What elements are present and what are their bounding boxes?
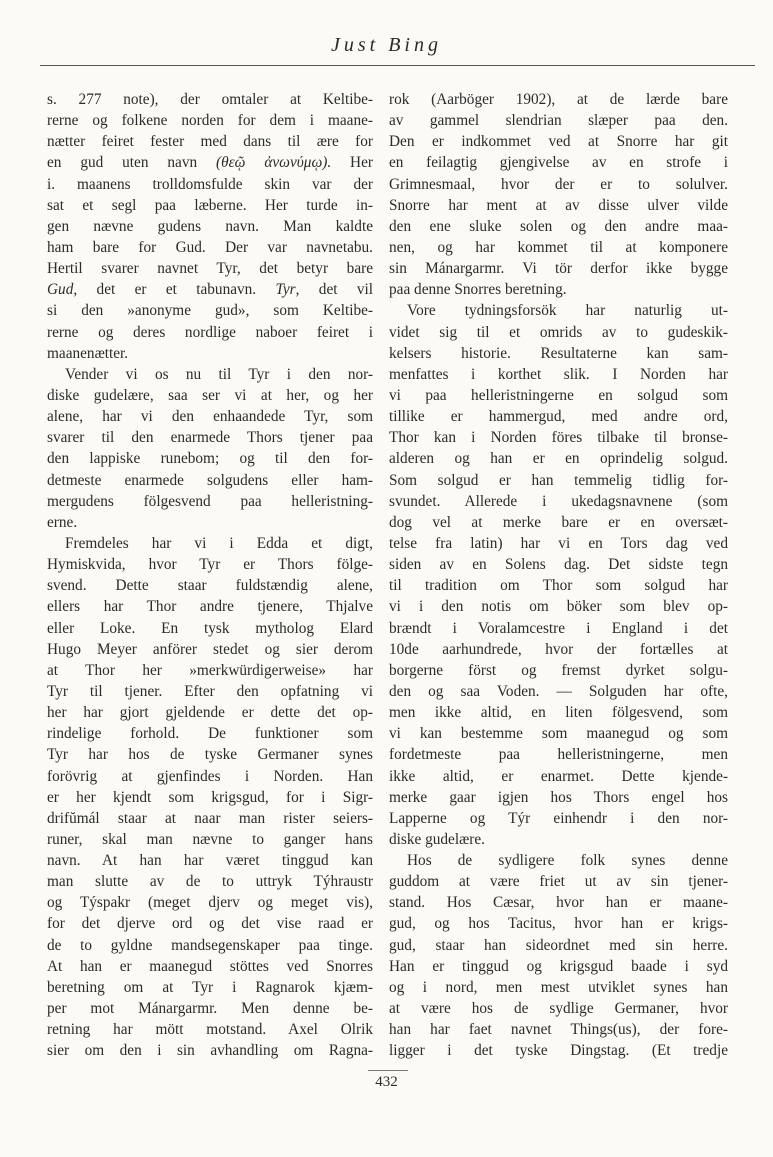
text-segment: borgerne först og fremst dyrket solgu- xyxy=(389,661,728,679)
text-line xyxy=(389,554,728,575)
text-segment: de to gyldne mandsegenskaper paa tinge. xyxy=(47,936,373,954)
text-line xyxy=(389,533,728,554)
text-segment: nen, og har kommet til at komponere xyxy=(389,238,728,256)
text-line xyxy=(389,1040,728,1061)
text-segment: den lappiske runebom; og til den for- xyxy=(47,450,373,468)
text-line xyxy=(47,956,373,977)
text-line xyxy=(389,596,728,617)
text-segment: fordetmeste paa helleristningerne, men xyxy=(389,746,728,764)
text-segment: ikke altid, er enarmet. Dette kjende- xyxy=(389,767,728,785)
text-segment: Hymiskvida, hvor Tyr er Thors fölge- xyxy=(47,556,373,574)
text-line xyxy=(47,850,373,871)
text-segment: at være hos de sydlige Germaner, hvor xyxy=(389,1000,728,1018)
text-segment: her har gjort gjeldende er dette det op- xyxy=(47,704,373,722)
text-line xyxy=(389,364,728,385)
text-segment: brændt i Voralamcestre i England i det xyxy=(389,619,728,637)
text-segment: Lapperne og Týr einhendr i den nor- xyxy=(389,809,728,827)
text-segment: for det djerve ord og det vise raad er xyxy=(47,915,373,933)
text-segment: merke gaar igjen hos Thors engel hos xyxy=(389,788,728,806)
text-segment: beretning om at Tyr i Ragnarok kjæm- xyxy=(47,978,373,996)
text-segment: , det er et tabunavn. xyxy=(73,281,276,299)
text-line xyxy=(389,892,728,913)
text-segment: erne. xyxy=(47,513,78,531)
text-segment: retning har mött motstand. Axel Olrik xyxy=(47,1021,373,1039)
text-line xyxy=(389,491,728,512)
text-segment: Snorre har ment at av disse ulver vilde xyxy=(389,196,728,214)
italic-text: (θεῷ ἀνωνύμῳ). xyxy=(216,154,332,172)
page-number: 432 xyxy=(375,1074,398,1090)
text-segment: ellers har Thor andre tjenere, Thjalve xyxy=(47,598,373,616)
text-segment: vi paa helleristningerne en solgud som xyxy=(389,386,728,404)
text-segment: rerne og deres nordlige naboer feiret i xyxy=(47,323,373,341)
text-line xyxy=(47,533,373,554)
text-segment: Tyr til tjener. Efter den opfatning vi xyxy=(47,682,373,700)
text-line xyxy=(47,913,373,934)
text-segment: Hos de sydligere folk synes denne xyxy=(407,852,728,870)
text-line xyxy=(389,913,728,934)
text-line xyxy=(389,1019,728,1040)
text-line xyxy=(389,829,728,850)
text-line xyxy=(47,110,373,131)
text-line xyxy=(47,512,373,533)
text-line xyxy=(47,702,373,723)
text-line xyxy=(47,364,373,385)
text-line xyxy=(47,554,373,575)
text-line xyxy=(47,131,373,152)
text-segment: vi kan bestemme som maanegud og som xyxy=(389,725,728,743)
text-segment: gud, staar han sideordnet med sin herre. xyxy=(389,936,728,954)
text-line xyxy=(389,385,728,406)
text-segment: forövrig at gjenfindes i Norden. Han xyxy=(47,767,373,785)
text-line xyxy=(389,322,728,343)
text-line xyxy=(47,639,373,660)
left-column xyxy=(47,89,373,1061)
text-line xyxy=(389,956,728,977)
text-segment: den ene sluke solen og den andre maa- xyxy=(389,217,728,235)
text-segment: gen nævne gudens navn. Man kaldte xyxy=(47,217,373,235)
text-line xyxy=(389,723,728,744)
text-line xyxy=(389,300,728,321)
text-segment: av gammel slendrian slæper paa den. xyxy=(389,112,728,130)
text-segment: alderen og han er en oprindelig solgud. xyxy=(389,450,728,468)
text-segment: eller Loke. En tysk mytholog Elard xyxy=(47,619,373,637)
text-line xyxy=(389,744,728,765)
text-line xyxy=(47,258,373,279)
text-segment: dog vel at merke bare er en oversæt- xyxy=(389,513,728,531)
text-segment: navn. At han har været tinggud kan xyxy=(47,852,373,870)
text-segment: Tyr har hos de tyske Germaner synes xyxy=(47,746,373,764)
text-line xyxy=(47,237,373,258)
text-segment: At han er maanegud stöttes ved Snorres xyxy=(47,957,373,975)
text-segment: Hugo Meyer anförer stedet og sier derom xyxy=(47,640,373,658)
text-line xyxy=(47,618,373,639)
text-segment: sat et segl paa læberne. Her turde in- xyxy=(47,196,373,214)
text-segment: diske gudelære, saa ser vi at her, og her xyxy=(47,386,373,404)
text-line xyxy=(389,766,728,787)
text-segment: s. 277 note), der omtaler at Keltibe- xyxy=(47,91,373,108)
footer-rule xyxy=(368,1070,408,1071)
text-segment: til tradition om Thor som solgud har xyxy=(389,577,728,595)
text-line xyxy=(389,406,728,427)
text-segment: Her xyxy=(331,154,373,172)
text-segment: sin Mánargarmr. Vi tör derfor ikke bygge xyxy=(389,260,728,278)
text-segment: en feilagtig gjengivelse av en strofe i xyxy=(389,154,728,172)
text-line xyxy=(47,300,373,321)
text-segment: rerne og folkene norden for dem i maane- xyxy=(47,112,373,130)
text-line xyxy=(389,152,728,173)
text-segment: ligger i det tyske Dingstag. (Et tredje xyxy=(389,1042,728,1060)
text-line xyxy=(47,406,373,427)
text-line xyxy=(47,491,373,512)
text-line xyxy=(47,385,373,406)
text-line xyxy=(389,448,728,469)
text-line xyxy=(47,596,373,617)
text-segment: nætter feiret fester med dans til ære for xyxy=(47,133,373,151)
text-line xyxy=(389,850,728,871)
text-line xyxy=(47,1040,373,1061)
text-segment: detmeste enarmede solgudens eller ham- xyxy=(47,471,373,489)
text-segment: diske gudelære. xyxy=(389,830,486,848)
text-line xyxy=(389,512,728,533)
text-line xyxy=(389,89,728,110)
text-segment: en gud uten navn xyxy=(47,154,217,172)
text-segment: kelsers historie. Resultaterne kan sam- xyxy=(389,344,728,362)
text-segment: tillike er hammergud, med andre ord, xyxy=(389,408,728,426)
text-line xyxy=(389,871,728,892)
text-segment: svend. Dette staar fuldstændig alene, xyxy=(47,577,373,595)
running-header: Just Bing xyxy=(331,34,442,56)
text-segment: svarer til den enarmede Thors tjener paa xyxy=(47,429,373,447)
text-line xyxy=(47,279,373,300)
text-line xyxy=(389,998,728,1019)
text-segment: paa denne Snorres beretning. xyxy=(389,281,567,299)
text-segment: svundet. Allerede i ukedagsnavnene (som xyxy=(389,492,728,510)
text-line xyxy=(47,935,373,956)
text-line xyxy=(47,1019,373,1040)
text-segment: sier om den i sin avhandling om Ragna- xyxy=(47,1042,373,1060)
text-line xyxy=(389,258,728,279)
text-segment: alene, har vi den enhaandede Tyr, som xyxy=(47,408,373,426)
text-line xyxy=(47,829,373,850)
text-line xyxy=(47,216,373,237)
text-segment: at Thor her »merkwürdigerweise» har xyxy=(47,661,373,679)
text-line xyxy=(47,681,373,702)
italic-text: Tyr xyxy=(275,281,296,299)
text-line xyxy=(47,195,373,216)
text-segment: Hertil svarer navnet Tyr, det betyr bare xyxy=(47,260,373,278)
text-segment: Han er tinggud og krigsgud baade i syd xyxy=(389,957,728,975)
text-line xyxy=(389,279,728,300)
text-line xyxy=(389,702,728,723)
text-segment: og Týspakr (meget djerv og meget vis), xyxy=(47,894,373,912)
text-line xyxy=(47,343,373,364)
text-segment: siden av en Solens dag. Det sidste tegn xyxy=(389,556,728,574)
text-segment: og i nord, men mest utviklet synes han xyxy=(389,978,728,996)
text-line xyxy=(389,618,728,639)
text-segment: si den »anonyme gud», som Keltibe- xyxy=(47,302,373,320)
text-line xyxy=(389,427,728,448)
text-line xyxy=(47,744,373,765)
text-segment: per mot Mánargarmr. Men denne be- xyxy=(47,1000,373,1018)
text-segment: rindelige forhold. De funktioner som xyxy=(47,725,373,743)
text-segment: Thor kan i Norden föres tilbake til bronse- xyxy=(389,429,728,447)
text-line xyxy=(389,639,728,660)
text-line xyxy=(47,427,373,448)
text-segment: videt sig til et omrids av to gudeskik- xyxy=(389,323,728,341)
text-segment: man slutte av de to uttryk Týhraustr xyxy=(47,873,373,891)
text-line xyxy=(389,216,728,237)
text-segment: stand. Hos Cæsar, hvor han er maane- xyxy=(389,894,728,912)
text-segment: guddom at være friet ut av sin tjener- xyxy=(389,873,728,891)
text-segment: ham bare for Gud. Der var navnetabu. xyxy=(47,238,373,256)
text-segment: han har faet navnet Things(us), der fore- xyxy=(389,1021,728,1039)
text-line xyxy=(47,448,373,469)
text-segment: Fremdeles har vi i Edda et digt, xyxy=(65,534,373,552)
text-line xyxy=(389,808,728,829)
text-line xyxy=(47,998,373,1019)
text-line xyxy=(389,343,728,364)
right-column xyxy=(389,89,728,1061)
text-segment: rok (Aarböger 1902), at de lærde bare xyxy=(389,91,728,108)
text-line xyxy=(47,977,373,998)
text-line xyxy=(47,322,373,343)
text-segment: i. maanens trolldomsfulde skin var der xyxy=(47,175,373,193)
text-line xyxy=(389,174,728,195)
text-segment: Vore tydningsforsök har naturlig ut- xyxy=(407,302,728,320)
text-line xyxy=(47,766,373,787)
text-line xyxy=(389,195,728,216)
text-line xyxy=(389,935,728,956)
text-segment: maanenætter. xyxy=(47,344,129,362)
text-line xyxy=(389,977,728,998)
text-line xyxy=(389,681,728,702)
text-segment: 10de aarhundrede, hvor der fortælles at xyxy=(389,640,728,658)
text-segment: men ikke altid, en liten fölgesvend, som xyxy=(389,704,728,722)
text-line xyxy=(47,470,373,491)
text-segment: Som solgud er han temmelig tidlig for- xyxy=(389,471,728,489)
text-line xyxy=(389,470,728,491)
text-line xyxy=(47,871,373,892)
text-segment: , det vil xyxy=(295,281,374,299)
text-line xyxy=(389,110,728,131)
text-line xyxy=(47,89,373,110)
text-line xyxy=(47,892,373,913)
text-line xyxy=(47,152,373,173)
text-segment: gud, og hos Tacitus, hvor han er krigs- xyxy=(389,915,728,933)
text-segment: drifŭmál staar at naar man rister seiers- xyxy=(47,809,373,827)
text-line xyxy=(47,808,373,829)
text-line xyxy=(47,660,373,681)
text-line xyxy=(47,174,373,195)
text-segment: telse fra latin) har vi en Tors dag ved xyxy=(389,534,728,552)
text-segment: er her kjendt som krigsgud, for i Sigr- xyxy=(47,788,373,806)
text-line xyxy=(389,575,728,596)
text-segment: Vender vi os nu til Tyr i den nor- xyxy=(65,365,373,383)
text-segment: vi i den notis om böker som blev op- xyxy=(389,598,728,616)
italic-text: Gud xyxy=(47,281,74,299)
text-line xyxy=(389,660,728,681)
header-rule xyxy=(40,65,755,66)
text-segment: den og saa Voden. — Solguden har ofte, xyxy=(389,682,728,700)
text-line xyxy=(47,787,373,808)
text-segment: runer, skal man nævne to ganger hans xyxy=(47,830,373,848)
text-line xyxy=(389,131,728,152)
text-line xyxy=(389,237,728,258)
text-line xyxy=(47,723,373,744)
text-segment: Den er indkommet ved at Snorre har git xyxy=(389,133,728,151)
text-line xyxy=(47,575,373,596)
text-segment: mergudens fölgesvend paa helleristning- xyxy=(47,492,373,510)
text-segment: menfattes i korthet slik. I Norden har xyxy=(389,365,728,383)
text-segment: Grimnesmaal, hvor der er to solulver. xyxy=(389,175,728,193)
text-line xyxy=(389,787,728,808)
